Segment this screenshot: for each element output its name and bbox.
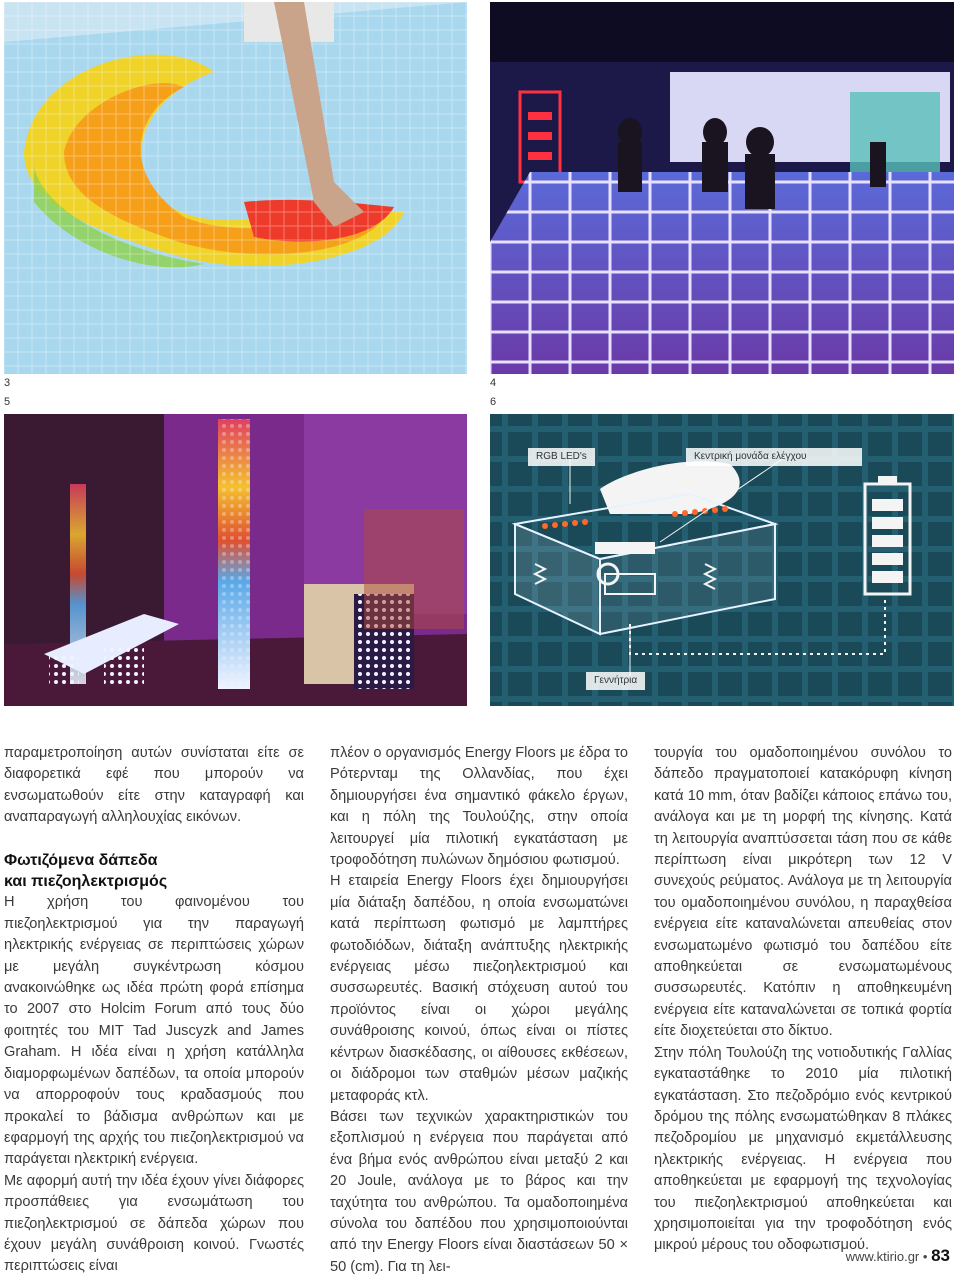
- footer-website-link[interactable]: www.ktirio.gr: [845, 1249, 920, 1264]
- page-footer: [846, 1246, 950, 1266]
- column3-paragraph-2: Στην πόλη Τουλούζη της νοτιοδυτικής Γαλλίας εγκαταστάθηκε το 2010 μία πιλοτική εγκατάσταση. Στο πεζοδρόμιο ενός κεντρικού δρόμου της πόλης ενσωματώθηκαν 8 πλάκες πεζοδρομίου με μηχανισμό εκμετάλλευσης ηλεκτρικής ενέργειας. Η ενέργεια που αποθηκεύεται με εφαρμογή της τεχνολογίας του πιεζοηλεκτρισμού αποθηκεύεται και χρησιμοποιείται για την τροφοδότηση ενός μικρού μέρους του οδοφωτισμού.: [654, 1044, 952, 1254]
- column3-paragraph-1: τουργία του ομαδοποιημένου συνόλου το δάπεδο πραγματοποιεί κατακόρυφη κίνηση κατά 10 mm, όταν βαδίζει κάποιος επάνω του, ανάλογα και με τη μορφή της κίνησης. Κατά τη λειτουργία αναπτύσσεται τάση που σε κάθε περίπτωση είναι μικρότερη των 12 V συνεχούς ρεύματος. Ανάλογα με τη λειτουργία του ομαδοποιημένου συνόλου, η παραχθείσα ενέργεια είτε καταναλώνεται απευθείας στον ενσωματωμένο φωτισμό του δαπέδου είτε αποθηκεύεται σε ενσωματωμένους συσσωρευτές. Κατόπιν η αποθηκευμένη ενέργεια είτε καταναλώνεται σε τοπικά φορτία είτε διοχετεύεται στο δίκτυο.: [654, 745, 952, 1040]
- caption-number-3: 3: [4, 377, 11, 389]
- photo-led-benches: [4, 414, 467, 706]
- caption-number-4: 4: [490, 377, 497, 389]
- column2-paragraph-1: πλέον ο οργανισμός Energy Floors με έδρα το Ρότερνταμ της Ολλανδίας, που έχει δημιουργήσει ένα σημαντικό φάκελο έργων, και η πόλη της Τουλούζης, στην οποία λειτουργεί μία πιλοτική εγκατάσταση με τροφοδότηση πυλώνων δημόσιου φωτισμού.: [330, 745, 628, 869]
- section-heading-line2: και πιεζοηλεκτρισμός: [4, 873, 168, 891]
- column1-paragraph-1: Η χρήση του φαινομένου του πιεζοηλεκτρισμού για την παραγωγή ηλεκτρικής ενέργειας σε περιπτώσεις χώρων με μεγάλη συγκέντρωση κόσμου ανακοινώθηκε ως ιδέα πρώτη φορά επίσημα το 2007 στο Holcim Forum από τους δύο φοιτητές του MIT Tad Juscyzk and James Graham. Η ιδέα είναι η χρήση κατάλληλα διαμορφωμένων δαπέδων, τα οποία μπορούν να απορροφούν τους κραδασμούς που προκαλεί το βάδισμα ανθρώπων και με εφαρμογή της αρχής του πιεζοηλεκτρισμού να παράγεται ηλεκτρική ενέργεια.: [4, 894, 304, 1168]
- page-number: 83: [931, 1246, 950, 1265]
- column2-paragraph-3: Βάσει των τεχνικών χαρακτηριστικών του εξοπλισμού η ενέργεια που παράγεται από ένα βήμα ενός ανθρώπου είναι μεταξύ 2 και 20 Joule, ανάλογα με το βάρος και την ταχύτητα του ανθρώπου. Τα ομαδοποιημένα σύνολα του δαπέδου που χρησιμοποιούνται από την Energy Floors είναι διαστάσεων 50 × 50 (cm). Για τη λει-: [330, 1108, 628, 1275]
- photo-dance-floor: [490, 2, 954, 374]
- column2-paragraph-2: Η εταιρεία Energy Floors έχει δημιουργήσει μία διάταξη δαπέδου, η οποία ενσωματώνει κατά περίπτωση φωτισμό με λαμπτήρες φωτοδιόδων, διάταξη ανάπτυξης ηλεκτρικής ενέργειας μέσω πιεζοηλεκτρισμού και συσσωρευτές. Βασική στόχευση αυτού του προϊόντος είναι οι χώροι μεγάλης συνάθροισης κοινού, όπως είναι οι πίστες κέντρων διασκέδασης, οι αίθουσες εκθέσεων, οι διάδρομοι των σταθμών μέσων μαζικής μεταφοράς κτλ.: [330, 873, 628, 1104]
- label-generator: Γεννήτρια: [586, 672, 645, 690]
- text-column-1: [4, 743, 304, 1278]
- caption-number-5: 5: [4, 396, 11, 408]
- caption-number-6: 6: [490, 396, 497, 408]
- label-control-unit: Κεντρική μονάδα ελέγχου: [686, 448, 862, 466]
- label-rgb-leds: RGB LED's: [528, 448, 595, 466]
- footer-separator: •: [922, 1249, 928, 1264]
- diagram-led-floor-mechanism: [490, 414, 954, 706]
- photo-led-table: [4, 2, 467, 374]
- section-heading-line1: Φωτιζόμενα δάπεδα: [4, 851, 158, 869]
- column1-intro: παραμετροποίηση αυτών συνίσταται είτε σε διαφορετικά εφέ που μπορούν να ενσωματωθούν είτε στην καταγραφή και αναπαραγωγή αλληλουχίας εικόνων.: [4, 745, 304, 826]
- column1-paragraph-2: Με αφορμή αυτή την ιδέα έχουν γίνει διάφορες προσπάθειες για ενσωμάτωση του πιεζοηλεκτρισμού σε δάπεδα χώρων που έχουν μεγάλη συνάθροιση κοινού. Γνωστές περιπτώσεις είναι: [4, 1172, 304, 1275]
- text-column-3: [654, 743, 952, 1257]
- text-column-2: [330, 743, 628, 1278]
